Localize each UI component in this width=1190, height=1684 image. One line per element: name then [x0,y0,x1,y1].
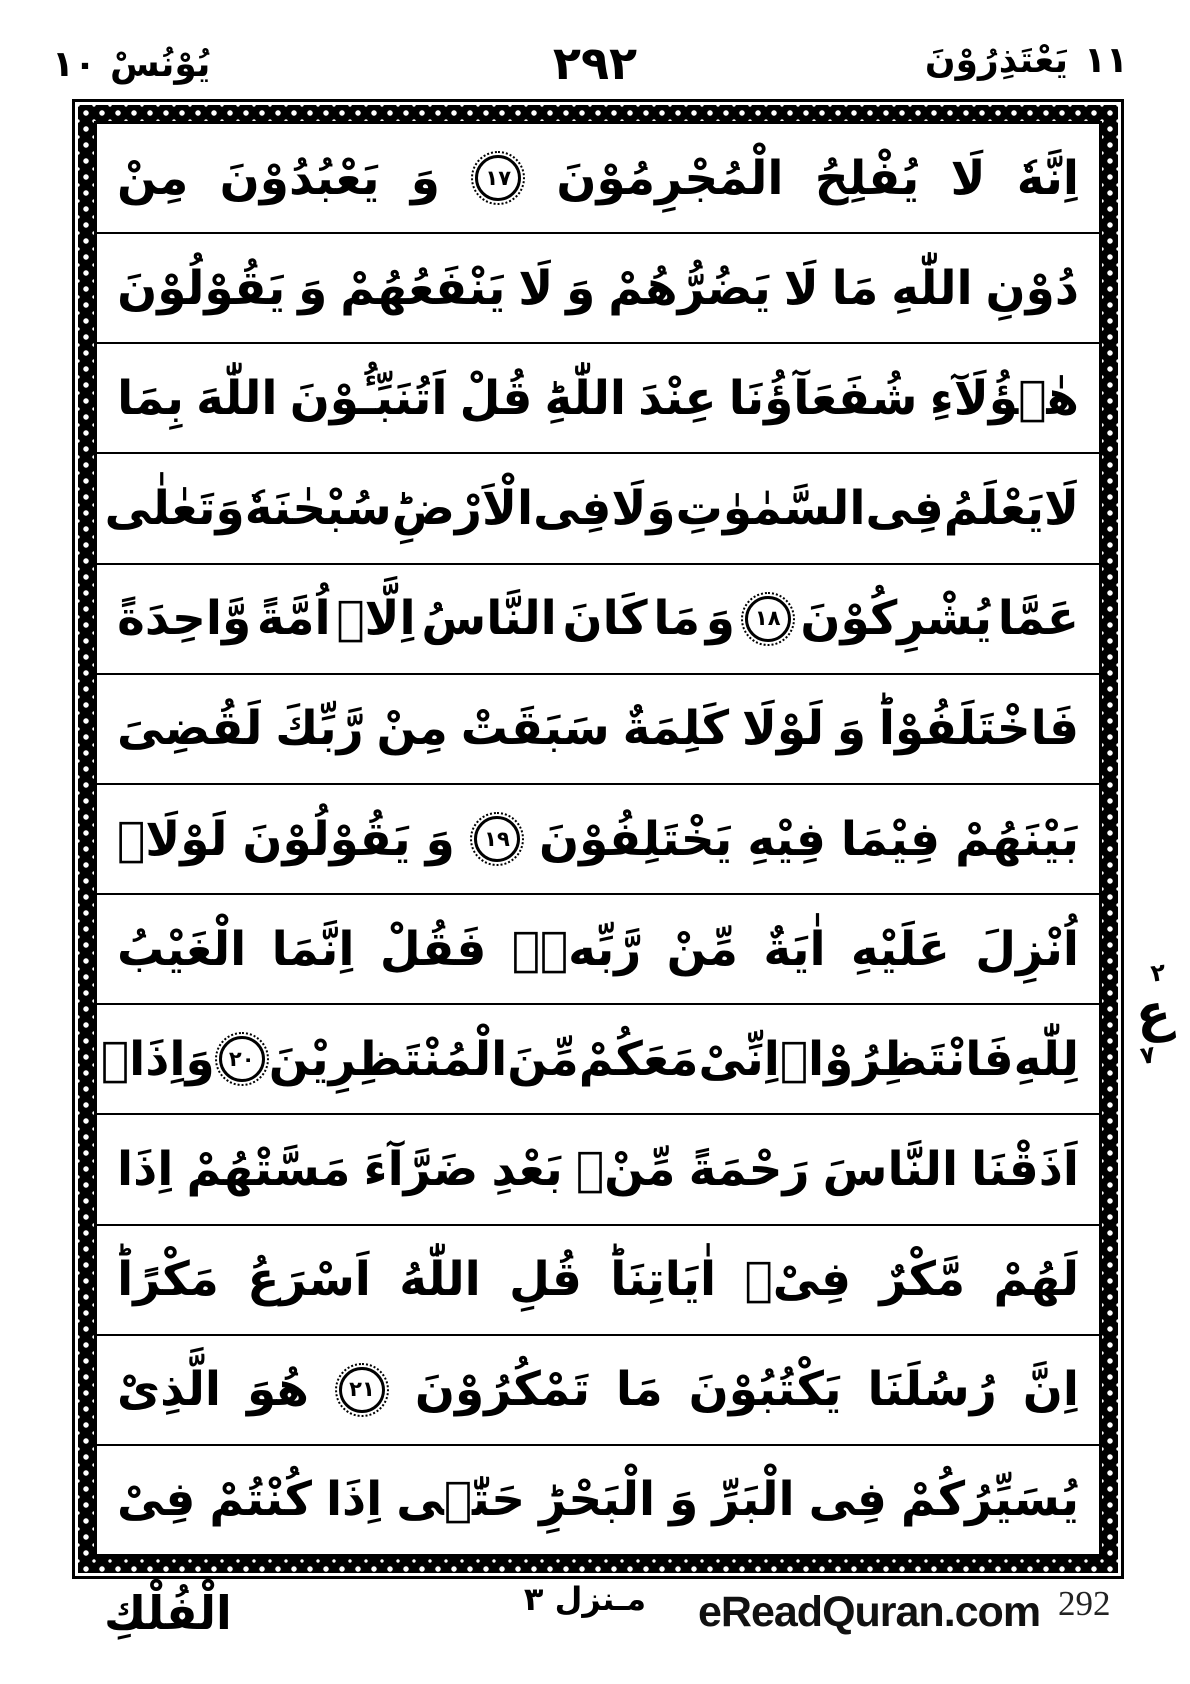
page-number-arabic: ٢٩٢ [552,36,638,90]
ayah-number-marker: ٢١ [339,1367,385,1413]
quran-word: يَعْبُدُوْنَ [219,150,380,206]
quran-text-line [97,454,1099,564]
quran-word: رُسُلَنَا [867,1362,997,1418]
quran-word: اِذَا [325,1472,383,1528]
quran-word: فَاخْتَلَفُوْاؕ [878,701,1079,757]
juz-number: ١١ [1084,40,1128,81]
quran-word: اِنَّ [1022,1362,1079,1418]
quran-word: لَهُمْ [993,1252,1079,1308]
quran-word: قُلِ [509,1252,582,1308]
quran-word: مَا [615,1362,663,1418]
page-number: 292 [1058,1584,1111,1623]
quran-word: اِنِّیْ [698,1031,780,1087]
quran-text-line [97,234,1099,344]
quran-word: وَّاحِدَةً [117,591,252,647]
quran-word: فِی [865,481,944,537]
quran-word: مِّنْۢ [575,1141,676,1197]
quran-word: كَلِمَةٌ [622,701,730,757]
quran-word: رَّبِّهٖۚ [511,921,642,977]
quran-text-line [97,565,1099,675]
quran-text-line [97,1336,1099,1446]
quran-word: اَذَقْنَا [971,1141,1079,1197]
quran-word: يَنْفَعُهُمْ [340,260,506,316]
quran-word: فِیْۤ [744,1252,852,1308]
quran-word: الَّذِیْ [117,1362,221,1418]
border-vine-band [78,105,1118,1573]
quran-word: اللّٰهُ [399,1252,481,1308]
quran-word: فَانْتَظِرُوْاۚ [779,1031,1014,1087]
quran-word: وَ [215,481,245,537]
catchword: الْفُلْكِ [104,1586,232,1640]
quran-word: يُشْرِكُوْنَ [800,591,993,647]
quran-word: عَمَّا [997,591,1079,647]
quran-word: قُلْ [459,370,533,426]
quran-word: مَّكْرٌ [879,1252,966,1308]
quran-word: وَ [836,701,867,757]
quran-word: وَ [410,150,440,206]
quran-word: عَلَيْهِ [850,921,950,977]
quran-lines [94,121,1102,1557]
quran-word: النَّاسَ [822,1141,959,1197]
quran-word: رَحْمَةً [688,1141,810,1197]
ruku-number-top: ٢ [1149,957,1168,988]
quran-word: عِنْدَ [638,370,717,426]
quran-word: الْبَرِّ [712,1472,795,1528]
quran-word: الْاَرْضِؕ [391,481,534,537]
quran-word: لَا [783,260,819,316]
quran-word: فَقُلْ [379,921,487,977]
quran-word: الْغَيْبُ [117,921,247,977]
quran-word: هُوَ [246,1362,309,1418]
quran-word: مَسَّتْهُمْ [186,1141,351,1197]
ayah-number-marker: ١٩ [474,816,520,862]
ruku-ain-symbol: ع [1131,981,1175,1047]
quran-word: اللّٰهِ [891,260,973,316]
quran-word: اٰيَاتِنَاؕ [610,1252,717,1308]
quran-word: يَخْتَلِفُوْنَ [539,811,733,867]
surah-name: يُوْنُسْ [109,44,211,85]
ruku-number-bottom: ٧ [1138,1040,1157,1071]
quran-word: اللّٰهِؕ [544,370,626,426]
quran-word: حَتّٰۤی [396,1472,526,1528]
quran-word: الْبَحْرِؕ [539,1472,656,1528]
ayah-number-marker: ١٧ [475,155,521,201]
quran-word: وَ [669,1472,699,1528]
quran-word: فِی [808,1472,887,1528]
quran-word: اُمَّةً [256,591,331,647]
quran-word: فِيْهِ [747,811,826,867]
quran-word: لَا [518,260,554,316]
quran-word: اللّٰهَ [196,370,278,426]
quran-text-line [97,124,1099,234]
quran-word: الْمُجْرِمُوْنَ [556,150,784,206]
quran-word: دُوْنِ [985,260,1079,316]
quran-text-line [97,675,1099,785]
quran-word: وَ [425,811,455,867]
quran-word: يَكْتُبُوْنَ [688,1362,842,1418]
quran-word: لَا [1044,481,1079,537]
juz-header [925,40,1128,81]
quran-word: كَانَ [562,591,648,647]
quran-word: بَعْدِ [491,1141,563,1197]
surah-number: ١٠ [52,44,96,85]
quran-word: يُفْلِحُ [814,150,920,206]
ruku-marker [1117,958,1189,1069]
quran-word: الْمُنْتَظِرِيْنَ [268,1031,508,1087]
quran-word: اِنَّهٗ [1016,150,1079,206]
quran-word: اِلَّاۤ [336,591,416,647]
quran-word: فِی [533,481,612,537]
quran-text-line [97,785,1099,895]
quran-word: سَبَقَتْ [460,701,610,757]
quran-word: يَقُوْلُوْنَ [117,260,286,316]
quran-word: اِنَّمَا [271,921,355,977]
quran-word: هٰۤؤُلَآءِ [929,370,1079,426]
quran-word: مَا [831,260,879,316]
manzil-label: مـنزل ٣ [523,1580,647,1618]
ayah-number-marker: ٢٠ [219,1036,265,1082]
quran-word: فِیْ [117,1472,196,1528]
quran-word: بِمَا [117,370,184,426]
quran-word: تَمْكُرُوْنَ [414,1362,590,1418]
quran-word: يَقُوْلُوْنَ [242,811,411,867]
quran-word: وَ [705,591,735,647]
quran-word: مِنْ [376,701,448,757]
quran-word: سُبْحٰنَهٗ [244,481,392,537]
juz-name: يَعْتَذِرُوْنَ [924,40,1069,81]
quran-word: اَسْرَعُ [247,1252,371,1308]
quran-word: يُسَيِّرُكُمْ [900,1472,1079,1528]
quran-word: النَّاسُ [421,591,557,647]
ayah-number-marker: ١٨ [745,596,791,642]
quran-word: بَيْنَهُمْ [955,811,1079,867]
quran-text-line [97,1446,1099,1554]
quran-text-line [97,1005,1099,1115]
quran-word: وَ [566,260,596,316]
quran-word: اٰيَةٌ [763,921,826,977]
quran-word: مَعَكُمْ [578,1031,699,1087]
quran-word: اُنْزِلَ [975,921,1079,977]
quran-word: رَّبِّكَ [275,701,364,757]
quran-word: كُنْتُمْ [209,1472,312,1528]
quran-word: تَعٰلٰی [104,481,216,537]
quran-word: مِنْ [117,150,189,206]
quran-word: يَعْلَمُ [943,481,1044,537]
quran-text-line [97,344,1099,454]
quran-word: شُفَعَآؤُنَا [728,370,918,426]
quran-word: وَ [646,481,676,537]
quran-text-line [97,1226,1099,1336]
quran-word: يَضُرُّهُمْ [608,260,771,316]
quran-word: مَكْرًاؕ [117,1252,219,1308]
quran-text-line [97,895,1099,1005]
quran-word: وَ [298,260,328,316]
quran-word: اَتُنَبِّـُٔوْنَ [289,370,448,426]
quran-word: وَ [185,1031,215,1087]
quran-word: مَا [653,591,701,647]
quran-word: لَوْلَا [741,701,825,757]
quran-text-line [97,1115,1099,1225]
quran-word: ضَرَّآءَ [363,1141,479,1197]
quran-word: لَا [611,481,647,537]
quran-word: مِّنْ [666,921,739,977]
quran-word: فِيْمَا [840,811,941,867]
quran-word: مِّنَ [507,1031,579,1087]
quran-word: لَوْلَاۤ [117,811,228,867]
ornamental-border-frame [72,99,1124,1579]
quran-word: لَا [950,150,986,206]
quran-word: اِذَاۤ [100,1031,186,1087]
quran-word: السَّمٰوٰتِ [675,481,866,537]
quran-word: لِلّٰهِ [1013,1031,1079,1087]
website-label: eReadQuran.com [698,1588,1041,1636]
quran-word: لَقُضِیَ [117,701,263,757]
quran-word: اِذَا [117,1141,174,1197]
